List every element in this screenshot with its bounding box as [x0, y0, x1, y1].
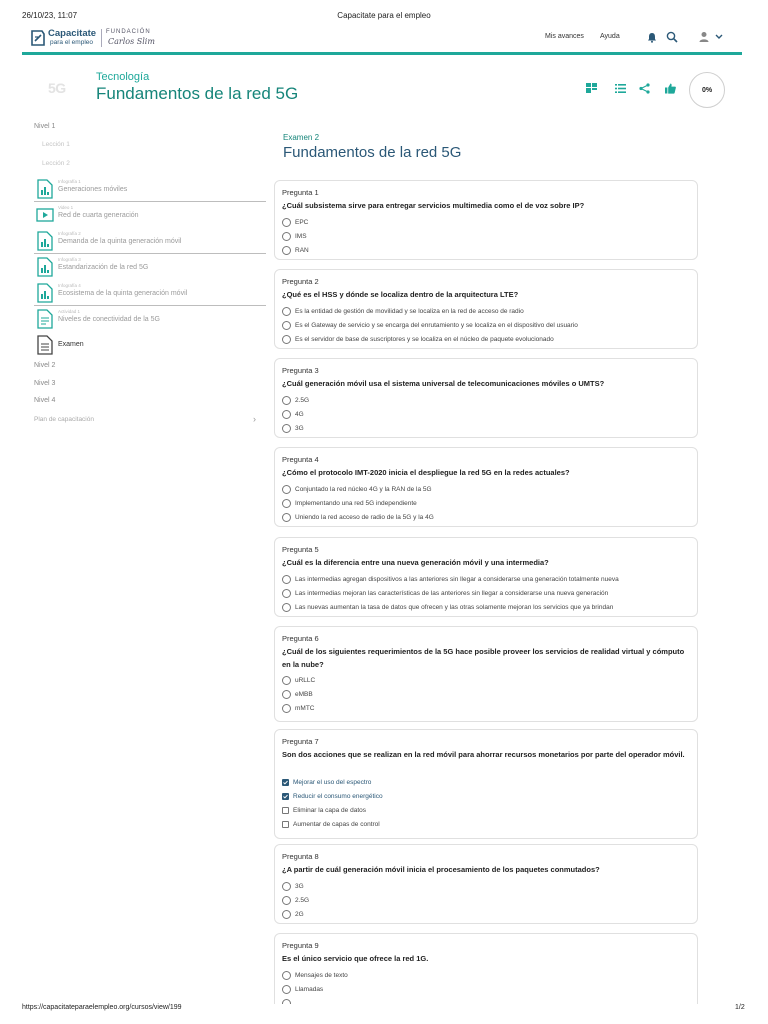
question-number: Pregunta 7: [282, 737, 319, 746]
activity-name: Niveles de conectividad de la 5G: [58, 316, 160, 323]
question-number: Pregunta 8: [282, 852, 319, 861]
activity-name: Red de cuarta generación: [58, 212, 139, 219]
answer-option[interactable]: [282, 880, 304, 892]
checkbox-checked[interactable]: [282, 793, 289, 800]
sidebar-lesson-1[interactable]: Lección 1: [42, 141, 70, 148]
question-text: Son dos acciones que se realizan en la red móvil para ahorrar recursos monetarios por parte del operador móvil.: [282, 750, 685, 759]
course-logo: 5G: [48, 80, 66, 96]
header-accent-rule: [22, 52, 742, 55]
answer-option-label: Llamadas: [295, 985, 324, 993]
logo-fundacion-signature: Carlos Slim: [108, 37, 155, 46]
question-card-6: [274, 626, 698, 722]
answer-option-label: 4G: [295, 410, 304, 418]
logo-mark-icon: [30, 29, 46, 47]
answer-option[interactable]: [282, 244, 309, 256]
radio-button[interactable]: [282, 603, 291, 612]
radio-button[interactable]: [282, 589, 291, 598]
question-number: Pregunta 2: [282, 277, 319, 286]
radio-button[interactable]: [282, 704, 291, 713]
activity-kind: Infografía 4: [58, 283, 81, 288]
question-card-2: [274, 269, 698, 349]
question-number: Pregunta 9: [282, 941, 319, 950]
checkbox[interactable]: [282, 807, 289, 814]
answer-option-label: Es la entidad de gestión de movilidad y se localiza en la red de acceso de radio: [295, 307, 524, 315]
question-text: ¿Qué es el HSS y dónde se localiza dentro de la arquitectura LTE?: [282, 290, 519, 299]
radio-button[interactable]: [282, 896, 291, 905]
radio-button[interactable]: [282, 690, 291, 699]
answer-option[interactable]: [282, 894, 309, 906]
answer-option-label: IMS: [295, 232, 307, 240]
user-icon[interactable]: [697, 29, 711, 45]
question-text: ¿Cuál subsistema sirve para entregar servicios multimedia como el de voz sobre IP?: [282, 201, 585, 210]
radio-button[interactable]: [282, 218, 291, 227]
exam-title: Fundamentos de la red 5G: [283, 144, 462, 161]
activity-name: Ecosistema de la quinta generación móvil: [58, 290, 188, 297]
radio-button[interactable]: [282, 424, 291, 433]
share-icon[interactable]: [636, 80, 652, 96]
infographic-icon: [36, 179, 54, 199]
question-card-9: [274, 933, 698, 1004]
activity-kind: Video 1: [58, 205, 74, 210]
radio-button[interactable]: [282, 321, 291, 330]
checkbox-checked[interactable]: [282, 779, 289, 786]
answer-option-label: mMTC: [295, 704, 315, 712]
answer-option[interactable]: [282, 587, 608, 599]
answer-option[interactable]: [282, 394, 309, 406]
logo-divider: [101, 29, 102, 47]
question-card-1: [274, 180, 698, 260]
answer-option-label: 3G: [295, 882, 304, 890]
question-card-5: [274, 537, 698, 617]
answer-option[interactable]: [282, 408, 304, 420]
radio-button[interactable]: [282, 307, 291, 316]
answer-option[interactable]: [282, 997, 295, 1004]
sidebar-level-2[interactable]: Nivel 2: [34, 362, 56, 369]
activity-icon: [36, 309, 54, 329]
answer-option-label: 2.5G: [295, 396, 310, 404]
answer-option[interactable]: [282, 319, 578, 331]
question-number: Pregunta 3: [282, 366, 319, 375]
answer-option-label: Implementando una red 5G independiente: [295, 499, 417, 507]
course-category: Tecnología: [96, 71, 150, 83]
answer-option[interactable]: [282, 216, 308, 228]
print-header: [0, 0, 768, 22]
infographic-icon: [36, 283, 54, 303]
answer-option[interactable]: [282, 818, 380, 830]
activity-kind: Infografía 1: [58, 179, 81, 184]
question-card-8: [274, 844, 698, 924]
chevron-down-icon[interactable]: [713, 30, 725, 44]
radio-button[interactable]: [282, 335, 291, 344]
sidebar-activity-5[interactable]: [34, 280, 266, 306]
infographic-icon: [36, 231, 54, 251]
print-page-number: 1/2: [735, 1004, 745, 1011]
radio-button[interactable]: [282, 410, 291, 419]
radio-button[interactable]: [282, 232, 291, 241]
activity-name: Generaciones móviles: [58, 186, 128, 193]
radio-button[interactable]: [282, 499, 291, 508]
answer-option-label: eMBB: [295, 690, 313, 698]
radio-button[interactable]: [282, 985, 291, 994]
list-icon[interactable]: [612, 80, 628, 96]
answer-option[interactable]: [282, 422, 304, 434]
course-progress-value: 0%: [701, 86, 713, 94]
checkbox[interactable]: [282, 821, 289, 828]
activity-name: Demanda de la quinta generación móvil: [58, 238, 182, 245]
logo-main-text: Capacitate: [48, 28, 97, 39]
course-header: [22, 68, 742, 110]
answer-option-label: Es el Gateway de servicio y se encarga del enrutamiento y se localiza en el dispositivo del usuario: [295, 321, 578, 329]
question-text: ¿Cuál es la diferencia entre una nueva generación móvil y una intermedia?: [282, 558, 549, 567]
answer-option-label: 2G: [295, 910, 304, 918]
sidebar-level-3[interactable]: Nivel 3: [34, 380, 56, 387]
answer-option[interactable]: [282, 674, 315, 686]
answer-option-label: Las nuevas aumentan la tasa de datos que ofrecen y las otras solamente mejoran los servicios que ya brindan: [295, 603, 614, 611]
answer-option-label: EPC: [295, 218, 309, 226]
sidebar-level-1[interactable]: Nivel 1: [34, 123, 56, 130]
question-text: ¿Cuál de los siguientes requerimientos de la 5G hace posible proveer los servicios de realidad virtual y cómputo en la nube?: [282, 647, 685, 669]
answer-option-label: Reducir el consumo energético: [293, 792, 383, 800]
answer-option[interactable]: [282, 804, 366, 816]
radio-button[interactable]: [282, 575, 291, 584]
answer-option[interactable]: [282, 573, 619, 585]
question-text: ¿A partir de cuál generación móvil inicia el procesamiento de los paquetes conmutados?: [282, 865, 600, 874]
print-page-title: Capacitate para el empleo: [337, 11, 431, 20]
answer-option[interactable]: [282, 983, 323, 995]
sidebar-level-4[interactable]: Nivel 4: [34, 397, 56, 404]
activity-kind: Actividad 1: [58, 309, 81, 314]
activity-name: Estandarización de la red 5G: [58, 264, 149, 271]
infographic-icon: [36, 257, 54, 277]
question-number: Pregunta 5: [282, 545, 319, 554]
print-url: https://capacitateparaelempleo.org/cursos/view/199: [22, 1004, 182, 1011]
dashboard-icon[interactable]: [583, 80, 599, 96]
course-title: Fundamentos de la red 5G: [96, 84, 299, 103]
radio-button[interactable]: [282, 396, 291, 405]
answer-option[interactable]: [282, 688, 313, 700]
answer-option-label: Mejorar el uso del espectro: [293, 778, 372, 786]
print-footer: [0, 1004, 768, 1018]
sidebar-activity-6[interactable]: [34, 306, 266, 332]
question-number: Pregunta 1: [282, 188, 319, 197]
question-card-3: [274, 358, 698, 438]
answer-option-label: Aumentar de capas de control: [293, 820, 380, 828]
activity-kind: Infografía 2: [58, 231, 81, 236]
answer-option[interactable]: [282, 497, 417, 509]
answer-option-label: Es el servidor de base de suscriptores y se localiza en el núcleo de paquete evolucionado: [295, 335, 554, 343]
bell-icon[interactable]: [645, 30, 659, 44]
sidebar-lesson-2[interactable]: Lección 2: [42, 160, 70, 167]
answer-option-label: Las intermedias agregan dispositivos a las anteriores sin llegar a considerarse una generación totalmente nueva: [295, 575, 619, 583]
answer-option-label: uRLLC: [295, 676, 316, 684]
answer-option[interactable]: [282, 305, 524, 317]
logo-fundacion-text: FUNDACIÓN: [106, 29, 151, 35]
radio-button[interactable]: [282, 971, 291, 980]
answer-option[interactable]: [282, 333, 554, 345]
exam-icon: [36, 335, 54, 355]
activity-kind: Infografía 3: [58, 257, 81, 262]
question-card-7: [274, 729, 698, 839]
answer-option-label: Mensajes de texto: [295, 971, 348, 979]
radio-button[interactable]: [282, 676, 291, 685]
answer-option-label: Conjuntado la red núcleo 4G y la RAN de la 5G: [295, 485, 432, 493]
sidebar-activity-2[interactable]: [34, 202, 266, 228]
answer-option-label: Uniendo la red acceso de radio de la 5G y la 4G: [295, 513, 434, 521]
question-text: ¿Cómo el protocolo IMT-2020 inicia el despliegue la red 5G en la redes actuales?: [282, 468, 570, 477]
sidebar-activity-3[interactable]: [34, 228, 266, 254]
question-number: Pregunta 6: [282, 634, 319, 643]
nav-help[interactable]: Ayuda: [600, 33, 620, 40]
answer-option[interactable]: [282, 230, 307, 242]
answer-option[interactable]: [282, 969, 348, 981]
answer-option[interactable]: [282, 776, 371, 788]
question-card-4: [274, 447, 698, 527]
course-progress: [689, 72, 725, 108]
sidebar-activity-1[interactable]: [34, 176, 266, 202]
print-datetime: 26/10/23, 11:07: [22, 11, 78, 20]
activity-name: Examen: [58, 341, 84, 348]
sidebar-plan-link[interactable]: Plan de capacitación: [34, 416, 94, 423]
chevron-right-icon[interactable]: ›: [253, 414, 256, 424]
question-text: ¿Cuál generación móvil usa el sistema universal de telecomunicaciones móviles o UMTS?: [282, 379, 605, 388]
answer-option[interactable]: [282, 483, 432, 495]
exam-kicker: Examen 2: [283, 133, 320, 142]
radio-button[interactable]: [282, 485, 291, 494]
answer-option-label: 3G: [295, 424, 304, 432]
answer-option[interactable]: [282, 702, 315, 714]
sidebar-activity-exam[interactable]: [34, 332, 266, 358]
answer-option[interactable]: [282, 908, 304, 920]
top-navbar: [22, 24, 742, 52]
answer-option[interactable]: [282, 790, 383, 802]
answer-option-label: Las intermedias mejoran las características de las anteriores sin llegar a considerarse una nueva generación: [295, 589, 609, 597]
nav-my-progress[interactable]: Mis avances: [545, 33, 584, 40]
radio-button[interactable]: [282, 513, 291, 522]
radio-button[interactable]: [282, 910, 291, 919]
search-icon[interactable]: [664, 29, 680, 45]
thumbs-up-icon[interactable]: [662, 80, 678, 96]
video-icon: [36, 205, 54, 225]
question-text: Es el único servicio que ofrece la red 1G.: [282, 954, 429, 963]
answer-option-label: RAN: [295, 246, 309, 254]
answer-option[interactable]: [282, 511, 434, 523]
answer-option-label: Eliminar la capa de datos: [293, 806, 366, 814]
answer-option-label: 2.5G: [295, 896, 310, 904]
sidebar-activity-4[interactable]: [34, 254, 266, 280]
answer-option[interactable]: [282, 601, 613, 613]
logo-sub-text: para el empleo: [50, 39, 93, 46]
question-number: Pregunta 4: [282, 455, 319, 464]
radio-button[interactable]: [282, 246, 291, 255]
radio-button[interactable]: [282, 882, 291, 891]
